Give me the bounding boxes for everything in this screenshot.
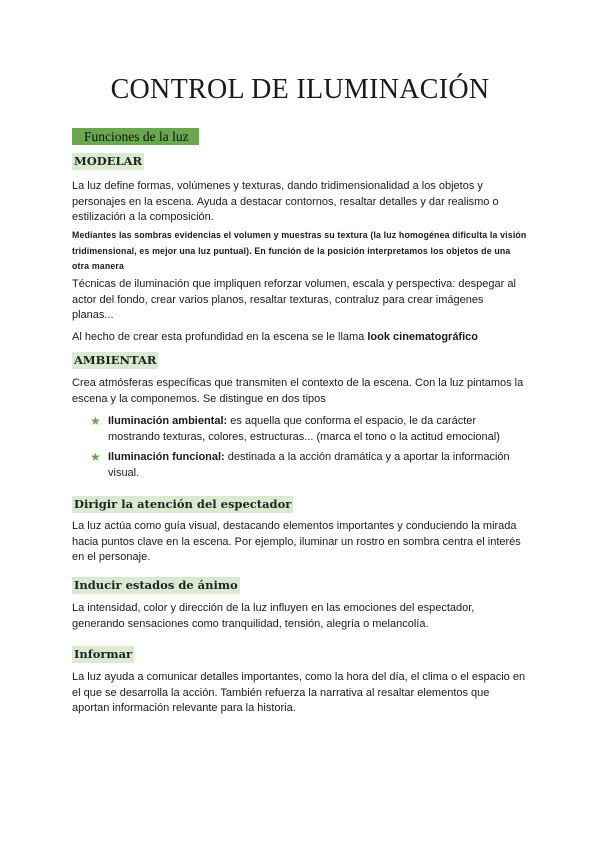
modelar-note: Mediantes las sombras evidencias el volumen y muestras su textura (la luz homogénea dificulta la visión tridimensional, es mejor una luz puntual). En función de la posición interpretamos los objetos de una otra manera xyxy=(72,230,527,271)
star-icon: ★ xyxy=(90,414,101,428)
star-icon: ★ xyxy=(90,450,101,464)
inducir-paragraph: La intensidad, color y dirección de la luz influyen en las emociones del espectador, generando sensaciones como tranquilidad, tensión, alegría o melancolía. xyxy=(72,602,475,630)
modelar-paragraph-3 xyxy=(72,330,527,346)
modelar-paragraph-1: La luz define formas, volúmenes y texturas, dando tridimensionalidad a los objetos y personajes en la escena. Ayuda a destacar contornos, resaltar detalles y dar realismo o estilización a la composición. xyxy=(72,180,499,223)
ambientar-list xyxy=(90,414,520,486)
modelar-p3-text: Al hecho de crear esta profundidad en la escena se le llama xyxy=(72,331,368,343)
list-item-text: es aquella que conforma el espacio, le da carácter mostrando texturas, colores, estructuras... (marca el tono o la actitud emocional) xyxy=(108,415,500,443)
modelar-paragraph-2: Técnicas de iluminación que impliquen reforzar volumen, escala y perspectiva: despegar al actor del fondo, crear varios planos, resaltar texturas, contraluz para crear imágenes planas... xyxy=(72,278,516,321)
list-item-text: destinada a la acción dramática y a aportar la información visual. xyxy=(108,451,510,479)
heading-dirigir: Dirigir la atención del espectador xyxy=(74,497,292,511)
heading-informar: Informar xyxy=(74,647,133,661)
heading-inducir: Inducir estados de ánimo xyxy=(74,578,238,592)
ambientar-paragraph-1: Crea atmósferas específicas que transmiten el contexto de la escena. Con la luz pintamos la escena y la componemos. Se distingue en dos tipos xyxy=(72,377,524,405)
section-label: Funciones de la luz xyxy=(72,128,199,145)
dirigir-paragraph: La luz actúa como guía visual, destacando elementos importantes y conduciendo la mirada hacia puntos clave en la escena. Por ejemplo, iluminar un rostro en sombra centra el interés en el personaje. xyxy=(72,520,521,563)
page-title: CONTROL DE ILUMINACIÓN xyxy=(110,74,490,105)
informar-paragraph: La luz ayuda a comunicar detalles importantes, como la hora del día, el clima o el espacio en el que se desarrolla la acción. También refuerza la narrativa al resaltar elementos que aportan información relevante para la historia. xyxy=(72,671,526,714)
list-item-bold: Iluminación funcional: xyxy=(108,451,225,463)
heading-modelar: MODELAR xyxy=(74,154,143,168)
list-item xyxy=(90,414,520,445)
heading-ambientar: AMBIENTAR xyxy=(74,353,157,367)
look-cinematografico: look cinematográfico xyxy=(367,331,478,343)
list-item xyxy=(90,450,520,481)
list-item-bold: Iluminación ambiental: xyxy=(108,415,228,427)
